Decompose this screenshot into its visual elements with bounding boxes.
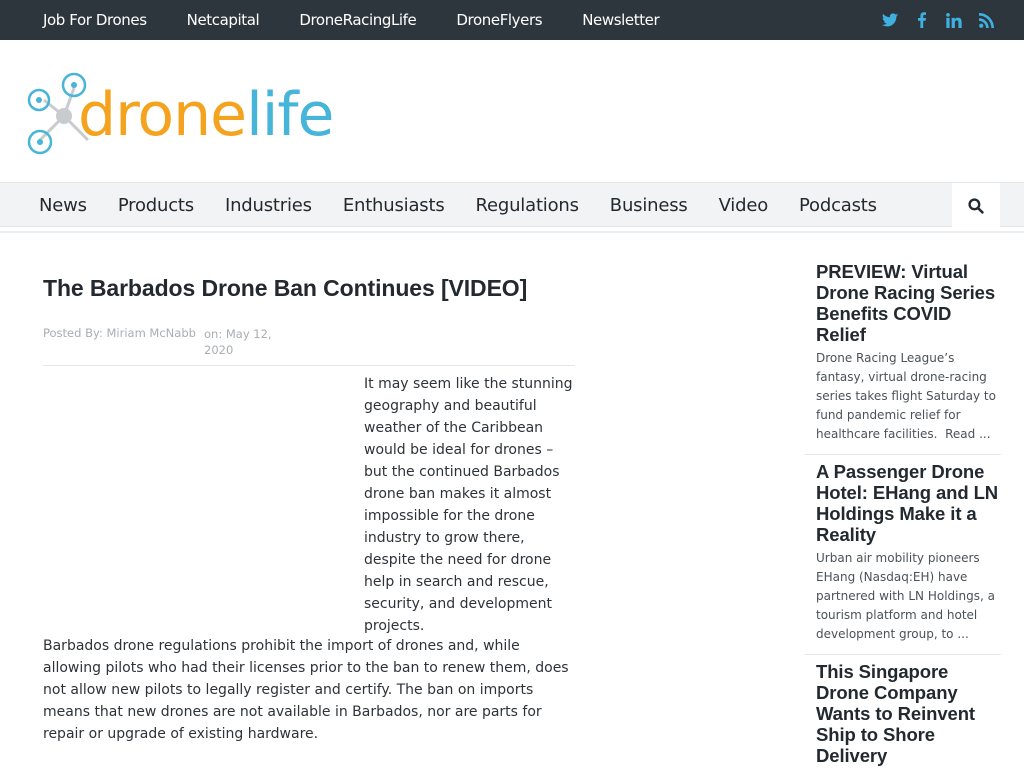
article-title: The Barbados Drone Ban Continues [VIDEO] — [43, 275, 528, 301]
nav-item-news[interactable]: News — [39, 195, 87, 216]
nav-item-industries[interactable]: Industries — [224, 195, 312, 216]
site-header — [0, 40, 1024, 182]
top-bar — [0, 0, 1024, 40]
main-nav — [0, 182, 1024, 227]
twitter-icon[interactable] — [882, 12, 898, 28]
article-paragraph: Barbados drone regulations prohibit the import of drones and, while allowing pilots who had their licenses prior to the ban to renew them, does not allow new pilots to legally register and certify. The ban on imports means that new drones are not available in Barbados, nor are parts for repair or upgrade of existing hardware. — [43, 638, 569, 742]
main-nav-items — [39, 183, 908, 228]
sidebar-post-excerpt: Urban air mobility pioneers EHang (Nasdaq:EH) have partnered with LN Holdings, a tourism platform and hotel development group, to ... — [816, 551, 995, 641]
logo-wordmark — [78, 80, 333, 150]
nav-item-enthusiasts[interactable]: Enthusiasts — [342, 195, 445, 216]
logo-word-drone: drone — [78, 80, 247, 150]
sidebar-post-excerpt — [816, 349, 1001, 444]
facebook-icon[interactable] — [914, 12, 930, 28]
article-meta — [43, 326, 575, 366]
article — [43, 272, 575, 742]
social-links — [882, 0, 994, 40]
logo-word-life: life — [246, 80, 334, 150]
sidebar-post-title[interactable]: A Passenger Drone Hotel: EHang and LN Holdings Make it a Reality — [816, 461, 999, 545]
read-more-link[interactable]: Read ... — [945, 427, 991, 441]
site-logo[interactable] — [24, 70, 364, 160]
article-author[interactable]: Posted By: Miriam McNabb — [43, 326, 196, 340]
nav-divider — [0, 231, 1024, 233]
article-intro: It may seem like the stunning geography and beautiful weather of the Caribbean would be ideal for drones – but the continued Barbados drone ban makes it almost impossible for the drone industry to grow there, despite the need for drone help in search and rescue, security, and development projects. — [364, 376, 573, 634]
sidebar-post-excerpt-text: Drone Racing League’s fantasy, virtual drone-racing series takes flight Saturday to fund pandemic relief for healthcare facilities. — [816, 351, 996, 441]
sidebar-post — [805, 655, 1001, 768]
top-links — [43, 0, 699, 40]
top-link-droneracinglife[interactable]: DroneRacingLife — [299, 11, 417, 29]
sidebar-post-title[interactable]: PREVIEW: Virtual Drone Racing Series Benefits COVID Relief — [816, 261, 996, 345]
nav-item-podcasts[interactable]: Podcasts — [799, 195, 877, 216]
sidebar-post — [805, 255, 1001, 455]
top-link-newsletter[interactable]: Newsletter — [582, 11, 660, 29]
nav-item-business[interactable]: Business — [609, 195, 688, 216]
sidebar-post — [805, 455, 1001, 655]
rss-icon[interactable] — [978, 12, 994, 28]
top-link-netcapital[interactable]: Netcapital — [186, 11, 260, 29]
sidebar-posts — [805, 255, 1001, 768]
sidebar-post-title[interactable]: This Singapore Drone Company Wants to Reinvent Ship to Shore Delivery — [816, 661, 975, 766]
nav-item-regulations[interactable]: Regulations — [475, 195, 579, 216]
article-date: on: May 12, 2020 — [204, 327, 272, 357]
nav-item-products[interactable]: Products — [117, 195, 194, 216]
linkedin-icon[interactable] — [946, 12, 962, 28]
search-button[interactable] — [952, 183, 1000, 228]
top-link-droneflyers[interactable]: DroneFlyers — [456, 11, 543, 29]
top-link-job-for-drones[interactable]: Job For Drones — [43, 11, 147, 29]
search-icon — [968, 198, 984, 214]
nav-item-video[interactable]: Video — [718, 195, 769, 216]
